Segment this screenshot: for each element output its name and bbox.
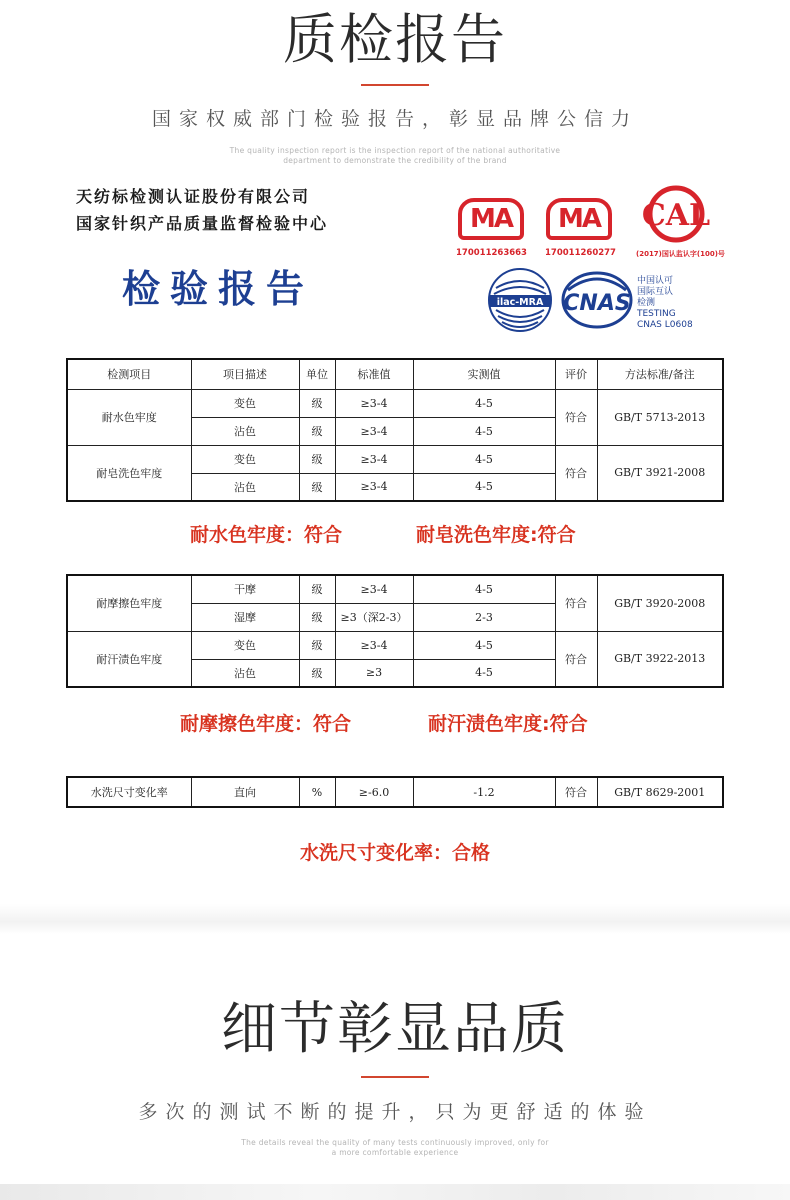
std-cell: ≥3-4 xyxy=(335,473,413,501)
desc-cell: 变色 xyxy=(191,389,299,417)
test-item-cell: 耐皂洗色牢度 xyxy=(67,445,191,501)
test-item-cell: 水洗尺寸变化率 xyxy=(67,777,191,807)
inspection-table-2 xyxy=(66,574,724,688)
section-title-2: 细节彰显品质 xyxy=(221,997,569,1062)
desc-cell: 变色 xyxy=(191,445,299,473)
verdict-rubbing-fastness: 耐摩擦色牢度：符合 xyxy=(180,713,352,735)
eval-cell: 符合 xyxy=(555,389,597,445)
cma-logo-2: MA xyxy=(546,198,612,240)
table-row xyxy=(67,445,723,473)
desc-cell: 沾色 xyxy=(191,417,299,445)
std-cell: ≥3 xyxy=(335,659,413,687)
test-item-cell: 耐水色牢度 xyxy=(67,389,191,445)
cma-number-2: 170011260277 xyxy=(545,248,616,258)
unit-cell: 级 xyxy=(299,575,335,603)
value-cell: -1.2 xyxy=(413,777,555,807)
std-cell: ≥-6.0 xyxy=(335,777,413,807)
ilac-logo-text: ilac-MRA xyxy=(496,297,544,308)
verdict-soap-fastness: 耐皂洗色牢度:符合 xyxy=(416,524,576,546)
report-title: 检验报告 xyxy=(122,266,315,311)
method-cell: GB/T 3921-2008 xyxy=(597,445,723,501)
value-cell: 4-5 xyxy=(413,575,555,603)
value-cell: 4-5 xyxy=(413,473,555,501)
method-cell: GB/T 3922-2013 xyxy=(597,631,723,687)
test-item-cell: 耐摩擦色牢度 xyxy=(67,575,191,631)
cnas-logo xyxy=(560,270,634,330)
desc-cell: 干摩 xyxy=(191,575,299,603)
unit-cell: 级 xyxy=(299,389,335,417)
header-cell: 标准值 xyxy=(335,359,413,389)
cnas-side-text: 中国认可 国际互认 检测 TESTING CNAS L0608 xyxy=(637,276,693,330)
section-english-line-2: department to demonstrate the credibility of the brand xyxy=(283,156,507,165)
section-english-line-1: The quality inspection report is the inspection report of the national authoritative xyxy=(229,146,561,155)
unit-cell: 级 xyxy=(299,631,335,659)
method-cell: GB/T 8629-2001 xyxy=(597,777,723,807)
value-cell: 4-5 xyxy=(413,417,555,445)
cma-number-1: 170011263663 xyxy=(456,248,527,258)
desc-cell: 沾色 xyxy=(191,473,299,501)
section-subtitle-2: 多次的测试不断的提升，只为更舒适的体验 xyxy=(138,1101,652,1123)
ilac-mra-logo xyxy=(486,266,554,334)
title-underline-2 xyxy=(361,1076,429,1078)
section-english-line-4: a more comfortable experience xyxy=(331,1148,459,1157)
unit-cell: 级 xyxy=(299,659,335,687)
org-name-line-2: 国家针织产品质量监督检验中心 xyxy=(76,214,329,233)
cma-logo-1: MA xyxy=(458,198,524,240)
table-header-row xyxy=(67,359,723,389)
table-row xyxy=(67,631,723,659)
cal-logo xyxy=(640,182,712,246)
desc-cell: 直向 xyxy=(191,777,299,807)
desc-cell: 沾色 xyxy=(191,659,299,687)
test-item-cell: 耐汗渍色牢度 xyxy=(67,631,191,687)
section-divider xyxy=(0,904,790,934)
table-row xyxy=(67,389,723,417)
std-cell: ≥3-4 xyxy=(335,445,413,473)
std-cell: ≥3-4 xyxy=(335,389,413,417)
value-cell: 4-5 xyxy=(413,445,555,473)
unit-cell: % xyxy=(299,777,335,807)
eval-cell: 符合 xyxy=(555,777,597,807)
cnas-logo-text: CNAS xyxy=(563,291,631,316)
unit-cell: 级 xyxy=(299,445,335,473)
unit-cell: 级 xyxy=(299,417,335,445)
header-cell: 项目描述 xyxy=(191,359,299,389)
inspection-table-1 xyxy=(66,358,724,502)
product-image-strip xyxy=(0,1184,790,1200)
header-cell: 检测项目 xyxy=(67,359,191,389)
unit-cell: 级 xyxy=(299,603,335,631)
section-title: 质检报告 xyxy=(283,8,507,71)
cal-number: (2017)国认监认字(100)号 xyxy=(636,250,725,258)
eval-cell: 符合 xyxy=(555,575,597,631)
header-cell: 单位 xyxy=(299,359,335,389)
verdict-dimensional-change: 水洗尺寸变化率：合格 xyxy=(299,842,490,864)
unit-cell: 级 xyxy=(299,473,335,501)
value-cell: 2-3 xyxy=(413,603,555,631)
header-cell: 实测值 xyxy=(413,359,555,389)
cal-logo-text: CAL xyxy=(641,198,711,233)
value-cell: 4-5 xyxy=(413,631,555,659)
std-cell: ≥3-4 xyxy=(335,631,413,659)
table-row xyxy=(67,777,723,807)
inspection-table-3 xyxy=(66,776,724,808)
verdict-water-fastness: 耐水色牢度：符合 xyxy=(190,524,343,546)
std-cell: ≥3（深2-3） xyxy=(335,603,413,631)
header-cell: 评价 xyxy=(555,359,597,389)
method-cell: GB/T 5713-2013 xyxy=(597,389,723,445)
section-english-line-3: The details reveal the quality of many tests continuously improved, only for xyxy=(241,1138,549,1147)
eval-cell: 符合 xyxy=(555,631,597,687)
desc-cell: 变色 xyxy=(191,631,299,659)
std-cell: ≥3-4 xyxy=(335,417,413,445)
desc-cell: 湿摩 xyxy=(191,603,299,631)
verdict-perspiration-fastness: 耐汗渍色牢度:符合 xyxy=(428,713,588,735)
std-cell: ≥3-4 xyxy=(335,575,413,603)
table-row xyxy=(67,575,723,603)
header-cell: 方法标准/备注 xyxy=(597,359,723,389)
eval-cell: 符合 xyxy=(555,445,597,501)
section-subtitle: 国家权威部门检验报告，彰显品牌公信力 xyxy=(151,108,638,130)
value-cell: 4-5 xyxy=(413,659,555,687)
value-cell: 4-5 xyxy=(413,389,555,417)
org-name-line-1: 天纺标检测认证股份有限公司 xyxy=(76,187,311,206)
title-underline xyxy=(361,84,429,86)
method-cell: GB/T 3920-2008 xyxy=(597,575,723,631)
